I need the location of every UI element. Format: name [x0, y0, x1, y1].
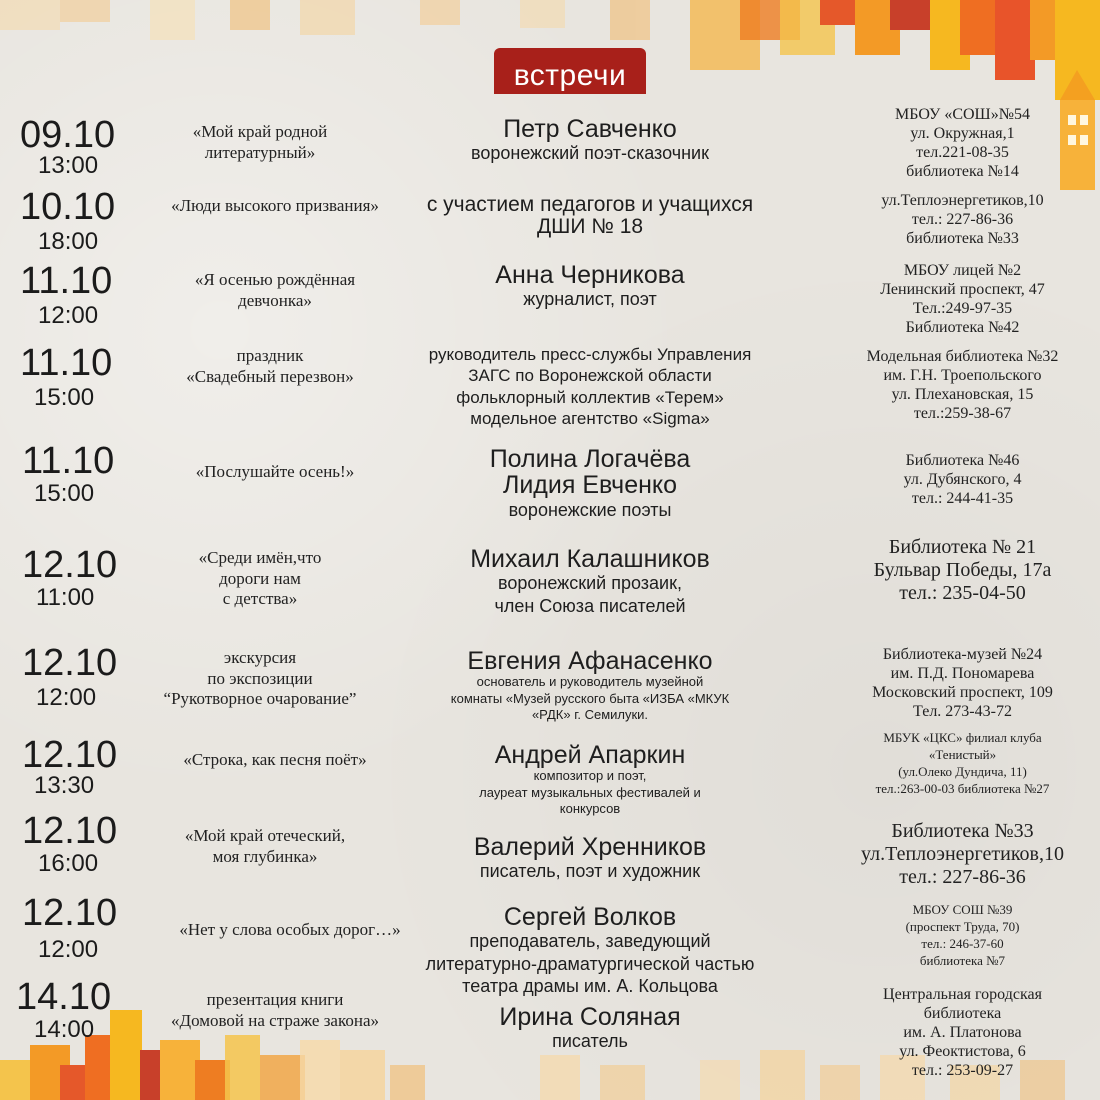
event-venue [830, 106, 1095, 182]
venue-line: библиотека №14 [906, 162, 1019, 180]
venue-line: библиотека №33 [906, 229, 1019, 247]
event-title [130, 920, 450, 941]
event-title-line: «Свадебный перезвон» [186, 366, 354, 386]
event-time: 14:00 [34, 1016, 95, 1043]
participant-description: воронежские поэты [508, 499, 672, 520]
event-title [150, 462, 400, 483]
venue-line: ул. Окружная,1 [910, 124, 1015, 142]
participant-description: фольклорный коллектив «Терем» [456, 387, 724, 407]
event-time: 12:00 [38, 302, 99, 329]
event-date: 09.10 [20, 114, 116, 156]
participant-name: Анна Черникова [495, 261, 685, 289]
event-time: 16:00 [38, 850, 99, 877]
event-venue [830, 536, 1095, 605]
event-participants [420, 1004, 760, 1053]
participant-description: писатель [552, 1031, 628, 1052]
event-title-line: «Я осенью рождённая [194, 270, 356, 289]
participant-name: Полина Логачёва [489, 445, 691, 473]
event-date: 12.10 [22, 544, 118, 586]
participant-name: Андрей Апаркин [494, 741, 686, 769]
participant-description: член Союза писателей [494, 595, 686, 616]
participant-description: воронежский поэт-сказочник [471, 143, 709, 164]
event-date: 11.10 [20, 342, 113, 384]
venue-line: тел.221-08-35 [916, 143, 1009, 161]
event-venue [830, 730, 1095, 798]
event-participants [420, 116, 760, 165]
venue-line: Библиотека № 21 [888, 536, 1037, 558]
event-venue [830, 262, 1095, 338]
venue-line: ул.Теплоэнергетиков,10 [861, 843, 1064, 865]
venue-line: Московский проспект, 109 [872, 683, 1053, 701]
event-title-line: «Послушайте осень!» [195, 462, 355, 481]
event-venue [830, 820, 1095, 889]
participant-description: «РДК» г. Семилуки. [531, 706, 649, 722]
participant-description: модельное агентство «Sigma» [470, 408, 710, 428]
venue-line: им. Г.Н. Троепольского [883, 366, 1042, 384]
event-title-line: моя глубинка» [212, 846, 318, 866]
venue-line: тел.: 227-86-36 [899, 866, 1026, 888]
participant-name: Лидия Евченко [502, 471, 678, 500]
venue-line: ул. Плехановская, 15 [891, 385, 1034, 403]
venue-line: им. А. Платонова [903, 1023, 1022, 1041]
venue-line: Центральная городская [883, 986, 1042, 1003]
event-title-line: «Строка, как песня поёт» [183, 750, 367, 769]
participant-description: композитор и поэт, [533, 768, 647, 784]
venue-line: тел.: 244-41-35 [911, 489, 1014, 507]
event-title [130, 648, 390, 710]
event-date: 12.10 [22, 892, 118, 934]
event-date: 12.10 [22, 642, 118, 684]
event-participants [420, 648, 760, 723]
event-time: 18:00 [38, 228, 99, 255]
event-title-line: презентация книги [206, 990, 344, 1009]
participant-description: конкурсов [559, 800, 621, 816]
event-title [140, 346, 400, 387]
event-participants [420, 742, 760, 817]
participant-name: Ирина Соляная [499, 1003, 681, 1031]
event-date: 14.10 [16, 976, 112, 1018]
event-title-line: праздник [236, 346, 304, 365]
venue-line: тел.:263-00-03 библиотека №27 [875, 780, 1050, 796]
venue-line: Модельная библиотека №32 [866, 348, 1059, 365]
event-time: 12:00 [36, 684, 97, 711]
event-participants [420, 834, 760, 883]
participant-description: писатель, поэт и художник [479, 861, 701, 882]
event-title [140, 826, 390, 867]
event-title-line: «Мой край родной [192, 122, 328, 141]
event-time: 15:00 [34, 384, 95, 411]
event-title-line: «Среди имён,что [198, 548, 322, 567]
venue-line: МБУК «ЦКС» филиал клуба [883, 730, 1042, 745]
event-title-line: дороги нам [219, 568, 301, 588]
venue-line: Библиотека №42 [905, 318, 1020, 336]
event-title-line: литературный» [204, 142, 316, 162]
event-participants [420, 194, 760, 238]
venue-line: ул.Теплоэнергетиков,10 [881, 192, 1044, 209]
venue-line: тел.: 235-04-50 [899, 582, 1026, 604]
event-title-line: «Нет у слова особых дорог…» [179, 920, 401, 939]
venue-line: Тел. 273-43-72 [913, 702, 1012, 720]
venue-line: Ленинский проспект, 47 [880, 280, 1045, 298]
event-title-line: экскурсия [223, 648, 297, 667]
participant-description: преподаватель, заведующий [469, 931, 711, 952]
venue-line: им. П.Д. Пономарева [890, 664, 1035, 682]
participant-name: Валерий Хренников [473, 833, 707, 861]
event-time: 11:00 [36, 584, 95, 611]
section-header-badge [494, 48, 646, 94]
event-venue [830, 192, 1095, 249]
participant-name: Евгения Афанасенко [467, 647, 713, 675]
participant-name: с участием педагогов и учащихся [426, 193, 754, 216]
venue-line: Бульвар Победы, 17а [873, 559, 1052, 581]
event-title-line: «Люди высокого призвания» [171, 196, 379, 215]
venue-line: МБОУ лицей №2 [903, 262, 1022, 279]
event-time: 13:00 [38, 152, 99, 179]
venue-line: Библиотека №46 [905, 452, 1020, 469]
venue-line: библиотека №7 [919, 952, 1006, 968]
event-venue [830, 986, 1095, 1080]
participant-description: руководитель пресс-службы Управления [428, 345, 752, 364]
venue-line: ул. Феоктистова, 6 [899, 1042, 1026, 1060]
participant-description: комнаты «Музей русского быта «ИЗБА «МКУК [450, 690, 730, 706]
event-title [150, 750, 400, 771]
event-title [150, 548, 370, 610]
venue-line: (проспект Труда, 70) [905, 918, 1020, 934]
venue-line: «Тенистый» [928, 746, 997, 762]
event-date: 11.10 [22, 440, 115, 482]
event-title [150, 122, 370, 163]
event-time: 15:00 [34, 480, 95, 507]
event-title [150, 196, 400, 217]
event-title [150, 270, 400, 311]
event-venue [830, 452, 1095, 509]
event-title [130, 990, 420, 1031]
event-time: 12:00 [38, 936, 99, 963]
venue-line: Библиотека №33 [891, 820, 1034, 842]
event-venue [830, 902, 1095, 970]
event-date: 12.10 [22, 734, 118, 776]
participant-description: театра драмы им. А. Кольцова [462, 976, 718, 997]
venue-line: тел.: 227-86-36 [911, 210, 1014, 228]
event-time: 13:30 [34, 772, 95, 799]
event-title-line: «Домовой на страже закона» [170, 1010, 380, 1030]
event-date: 12.10 [22, 810, 118, 852]
participant-description: ЗАГС по Воронежской области [468, 366, 712, 386]
venue-line: ул. Дубянского, 4 [903, 470, 1022, 488]
event-venue [830, 646, 1095, 722]
participant-description: основатель и руководитель музейной [476, 674, 704, 690]
event-date: 11.10 [20, 260, 113, 302]
venue-line: МБОУ СОШ №39 [912, 902, 1013, 917]
event-participants [420, 262, 760, 311]
participant-description: лауреат музыкальных фестивалей и [479, 784, 701, 800]
event-participants [420, 446, 760, 521]
participant-name: ДШИ № 18 [536, 215, 644, 239]
venue-line: Библиотека-музей №24 [882, 646, 1043, 663]
participant-name: Петр Савченко [503, 115, 677, 143]
event-participants [420, 344, 760, 429]
venue-line: тел.:259-38-67 [913, 404, 1012, 422]
event-participants [420, 904, 760, 998]
event-title-line: девчонка» [238, 290, 312, 310]
participant-name: Сергей Волков [503, 903, 677, 931]
section-header-label: встречи [513, 59, 627, 92]
event-date: 10.10 [20, 186, 116, 228]
venue-line: тел.: 253-09-27 [911, 1061, 1014, 1079]
venue-line: МБОУ «СОШ»№54 [895, 106, 1030, 123]
event-venue [830, 348, 1095, 424]
venue-line: (ул.Олеко Дундича, 11) [898, 763, 1027, 779]
event-title-line: «Мой край отеческий, [184, 826, 346, 845]
event-title-line: по экспозиции [207, 668, 313, 688]
venue-line: Тел.:249-97-35 [912, 299, 1013, 317]
venue-line: тел.: 246-37-60 [921, 935, 1004, 951]
participant-description: журналист, поэт [523, 289, 657, 310]
venue-line: библиотека [923, 1004, 1002, 1022]
event-title-line: с детства» [222, 589, 298, 609]
participant-description: литературно-драматургической частью [425, 953, 755, 974]
participant-description: воронежский прозаик, [498, 573, 682, 594]
event-participants [420, 546, 760, 617]
participant-name: Михаил Калашников [470, 545, 710, 573]
event-title-line: “Рукотворное очарование” [163, 689, 357, 709]
